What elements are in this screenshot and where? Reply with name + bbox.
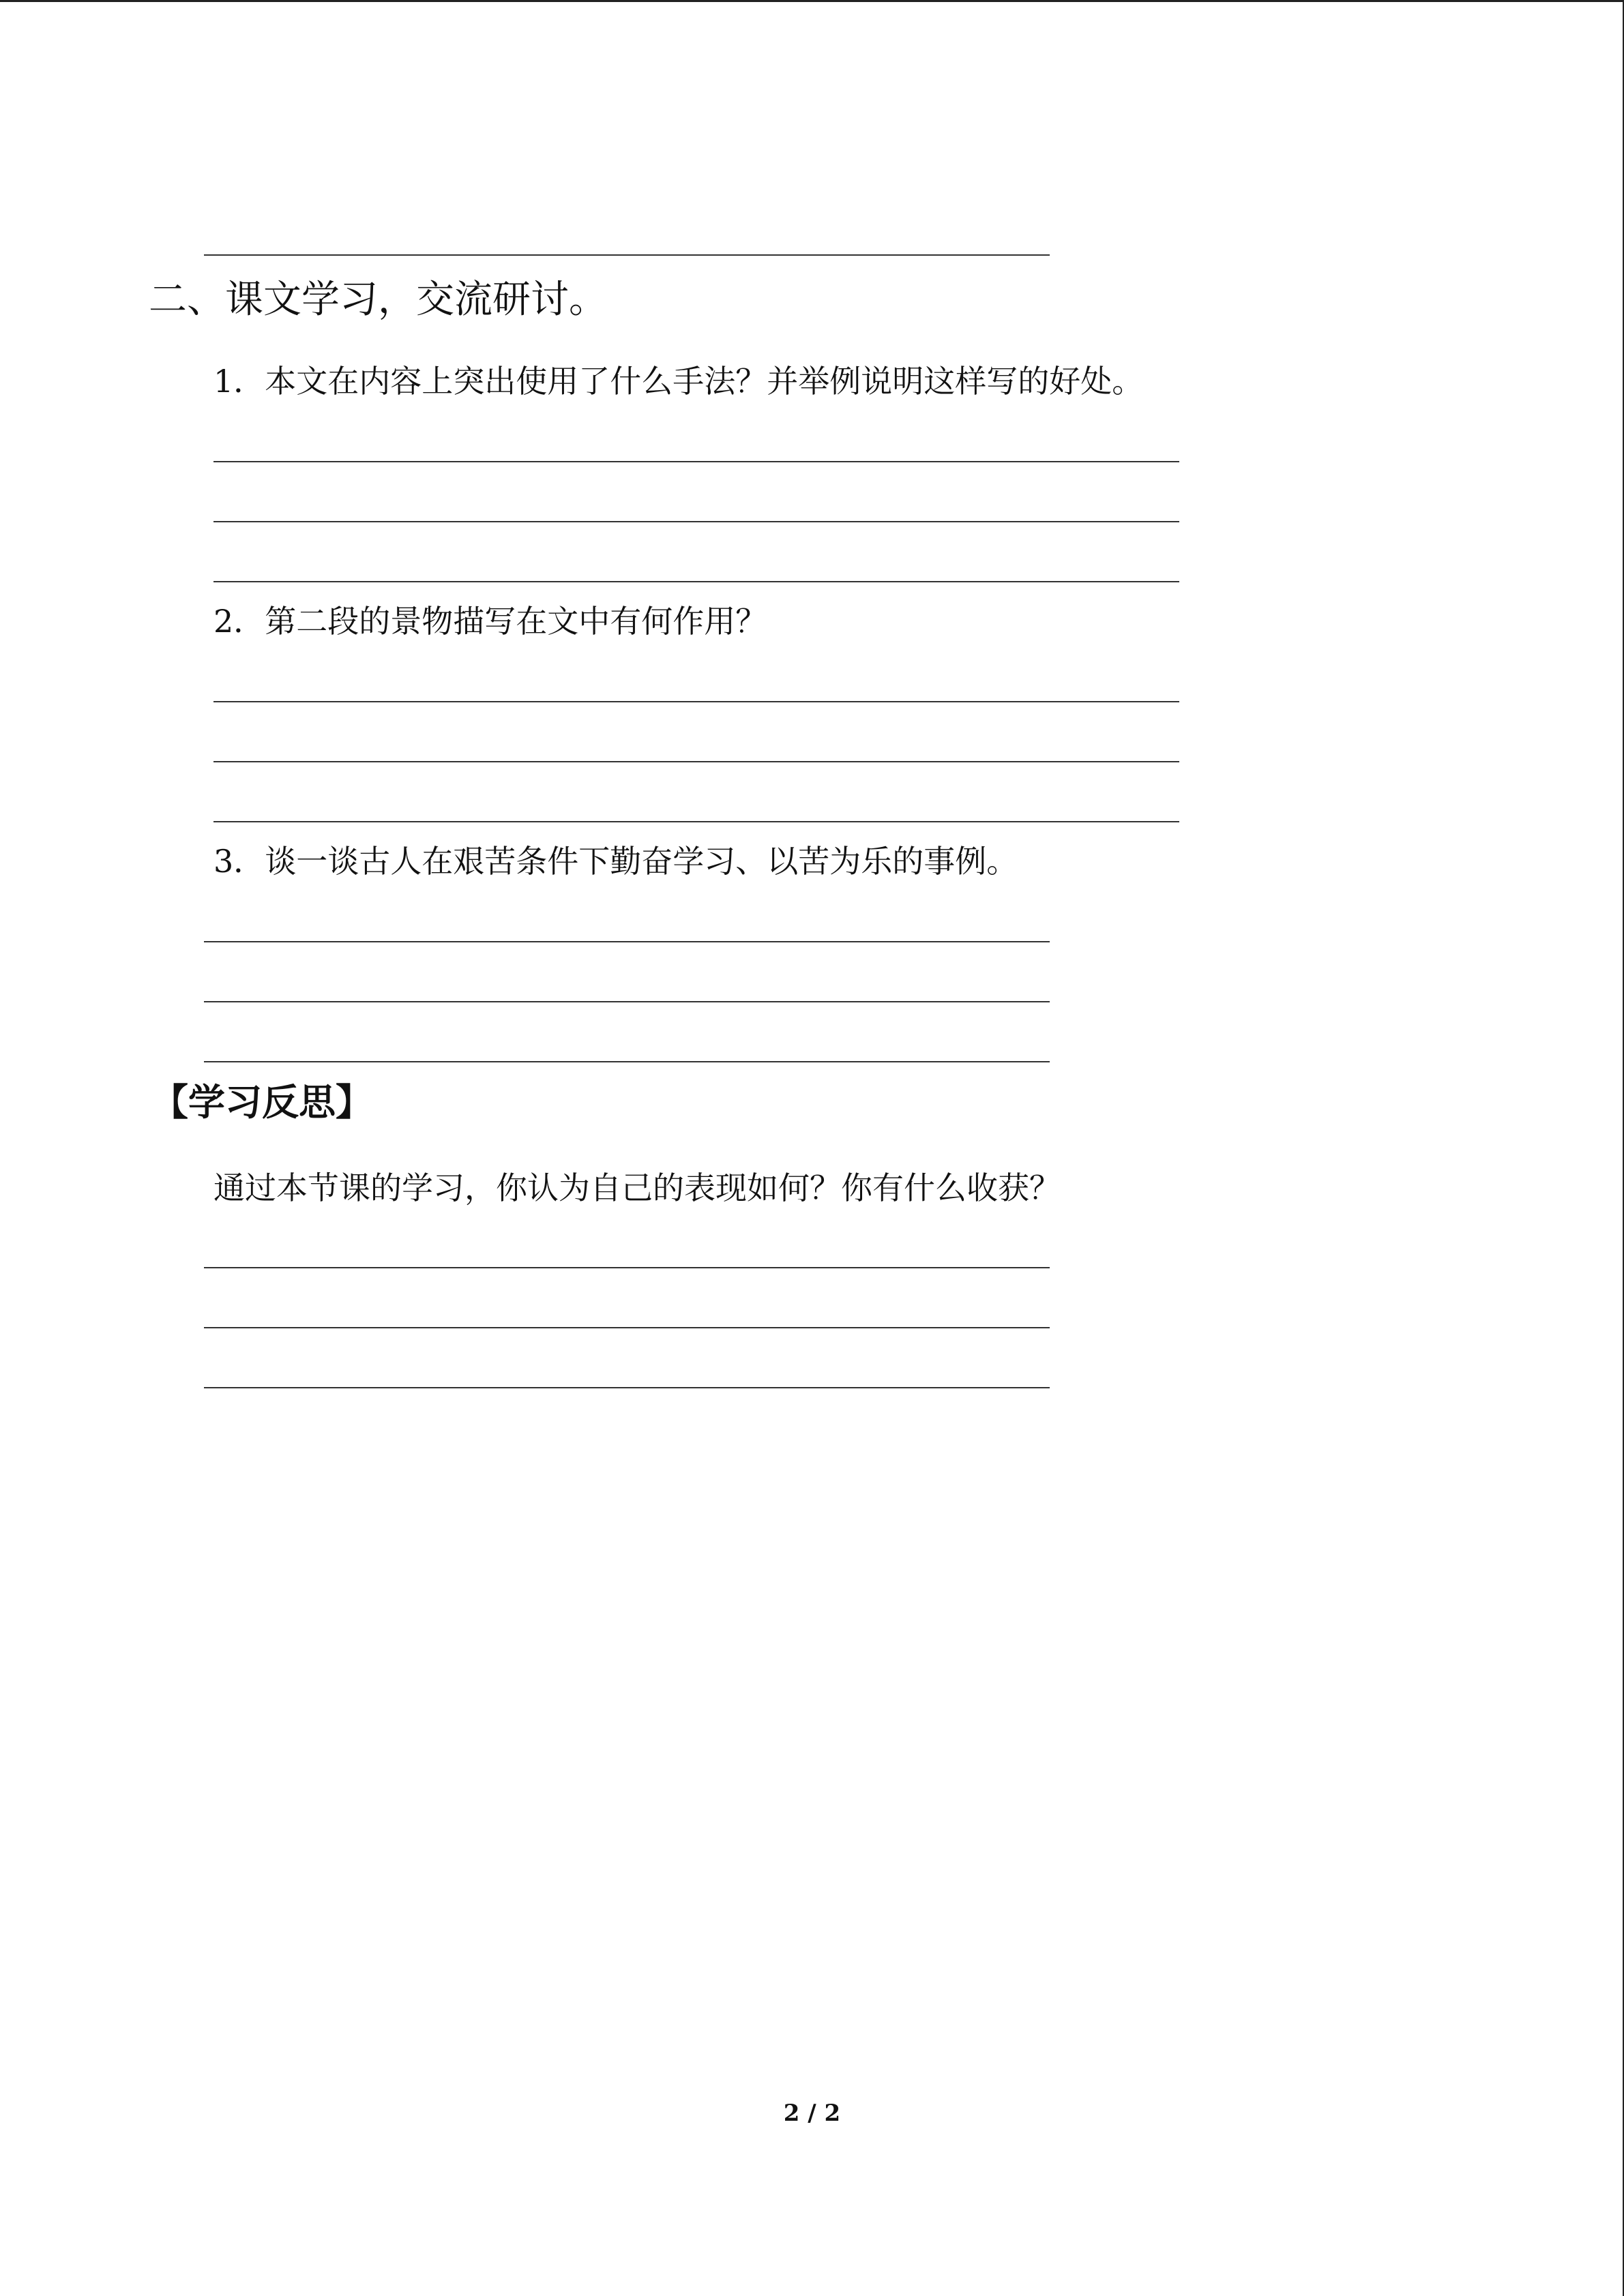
answer-line[interactable]	[213, 821, 1179, 822]
answer-line[interactable]	[213, 581, 1179, 582]
page-number: 2 / 2	[783, 2100, 841, 2127]
answer-line[interactable]	[204, 1327, 1050, 1328]
answer-line[interactable]	[204, 941, 1050, 942]
question-3: 3．谈一谈古人在艰苦条件下勤奋学习、以苦为乐的事例。	[213, 843, 1018, 880]
reflection-heading: 【学习反思】	[151, 1081, 372, 1124]
question-2: 2．第二段的景物描写在文中有何作用？	[213, 603, 767, 640]
answer-line[interactable]	[204, 1267, 1050, 1268]
answer-line[interactable]	[204, 1001, 1050, 1002]
question-1: 1．本文在内容上突出使用了什么手法？并举例说明这样写的好处。	[213, 363, 1144, 400]
answer-line[interactable]	[204, 254, 1050, 256]
reflection-prompt: 通过本节课的学习，你认为自己的表现如何？你有什么收获？	[213, 1169, 1061, 1206]
answer-line[interactable]	[213, 701, 1179, 702]
answer-line[interactable]	[213, 461, 1179, 462]
section-title: 二、课文学习，交流研讨。	[149, 278, 607, 322]
answer-line[interactable]	[204, 1387, 1050, 1388]
answer-line[interactable]	[204, 1061, 1050, 1062]
answer-line[interactable]	[213, 521, 1179, 522]
answer-line[interactable]	[213, 761, 1179, 762]
